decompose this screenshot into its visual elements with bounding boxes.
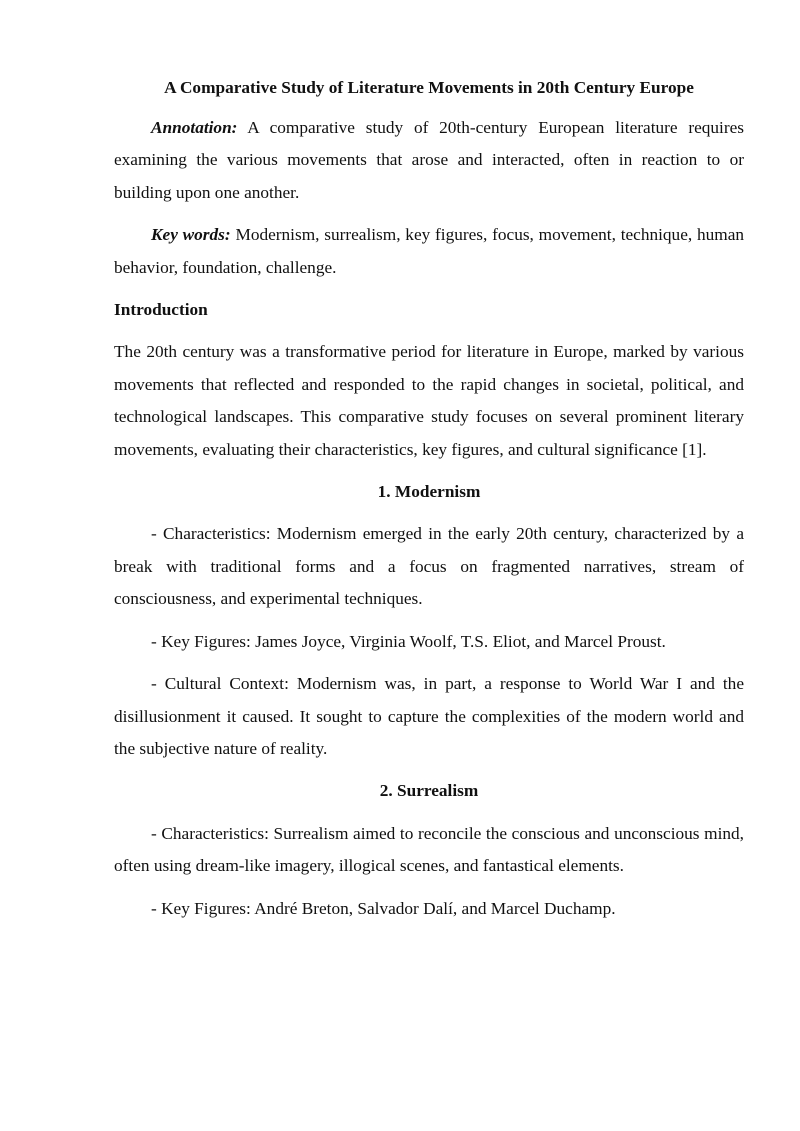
section-heading-surrealism: 2. Surrealism	[379, 781, 479, 801]
modernism-characteristics: - Characteristics: Modernism emerged in the early 20th century, characterized by a break with traditional forms and a focus on fragmented narratives, stream of consciousness, and experimental techniques.	[114, 524, 744, 609]
document-title: A Comparative Study of Literature Movements in 20th Century Europe	[164, 78, 694, 97]
keywords-paragraph	[114, 219, 744, 284]
surrealism-key-figures: - Key Figures: André Breton, Salvador Dalí, and Marcel Duchamp.	[151, 898, 616, 918]
modernism-key-figures: - Key Figures: James Joyce, Virginia Woolf, T.S. Eliot, and Marcel Proust.	[151, 631, 666, 651]
section-heading-modernism: 1. Modernism	[377, 482, 481, 502]
keywords-label: Key words:	[151, 225, 231, 245]
introduction-paragraph: The 20th century was a transformative period for literature in Europe, marked by various movements that reflected and responded to the rapid changes in societal, political, and technological landscapes. This comparative study focuses on several prominent literary movements, evaluating their characteristics, key figures, and cultural significance [1].	[114, 342, 744, 459]
annotation-paragraph	[114, 112, 744, 209]
introduction-heading: Introduction	[114, 300, 208, 320]
annotation-label: Annotation:	[151, 118, 238, 137]
surrealism-characteristics: - Characteristics: Surrealism aimed to reconcile the conscious and unconscious mind, often using dream-like imagery, illogical scenes, and fantastical elements.	[114, 823, 744, 876]
annotation-text: A comparative study of 20th-century European literature requires examining the various movements that arose and interacted, often in reaction to or building upon one another.	[114, 118, 744, 202]
document-page	[114, 74, 744, 935]
modernism-cultural-context: - Cultural Context: Modernism was, in part, a response to World War I and the disillusionment it caused. It sought to capture the complexities of the modern world and the subjective nature of reality.	[114, 674, 744, 758]
keywords-text: Modernism, surrealism, key figures, focus, movement, technique, human behavior, foundation, challenge.	[114, 225, 745, 277]
